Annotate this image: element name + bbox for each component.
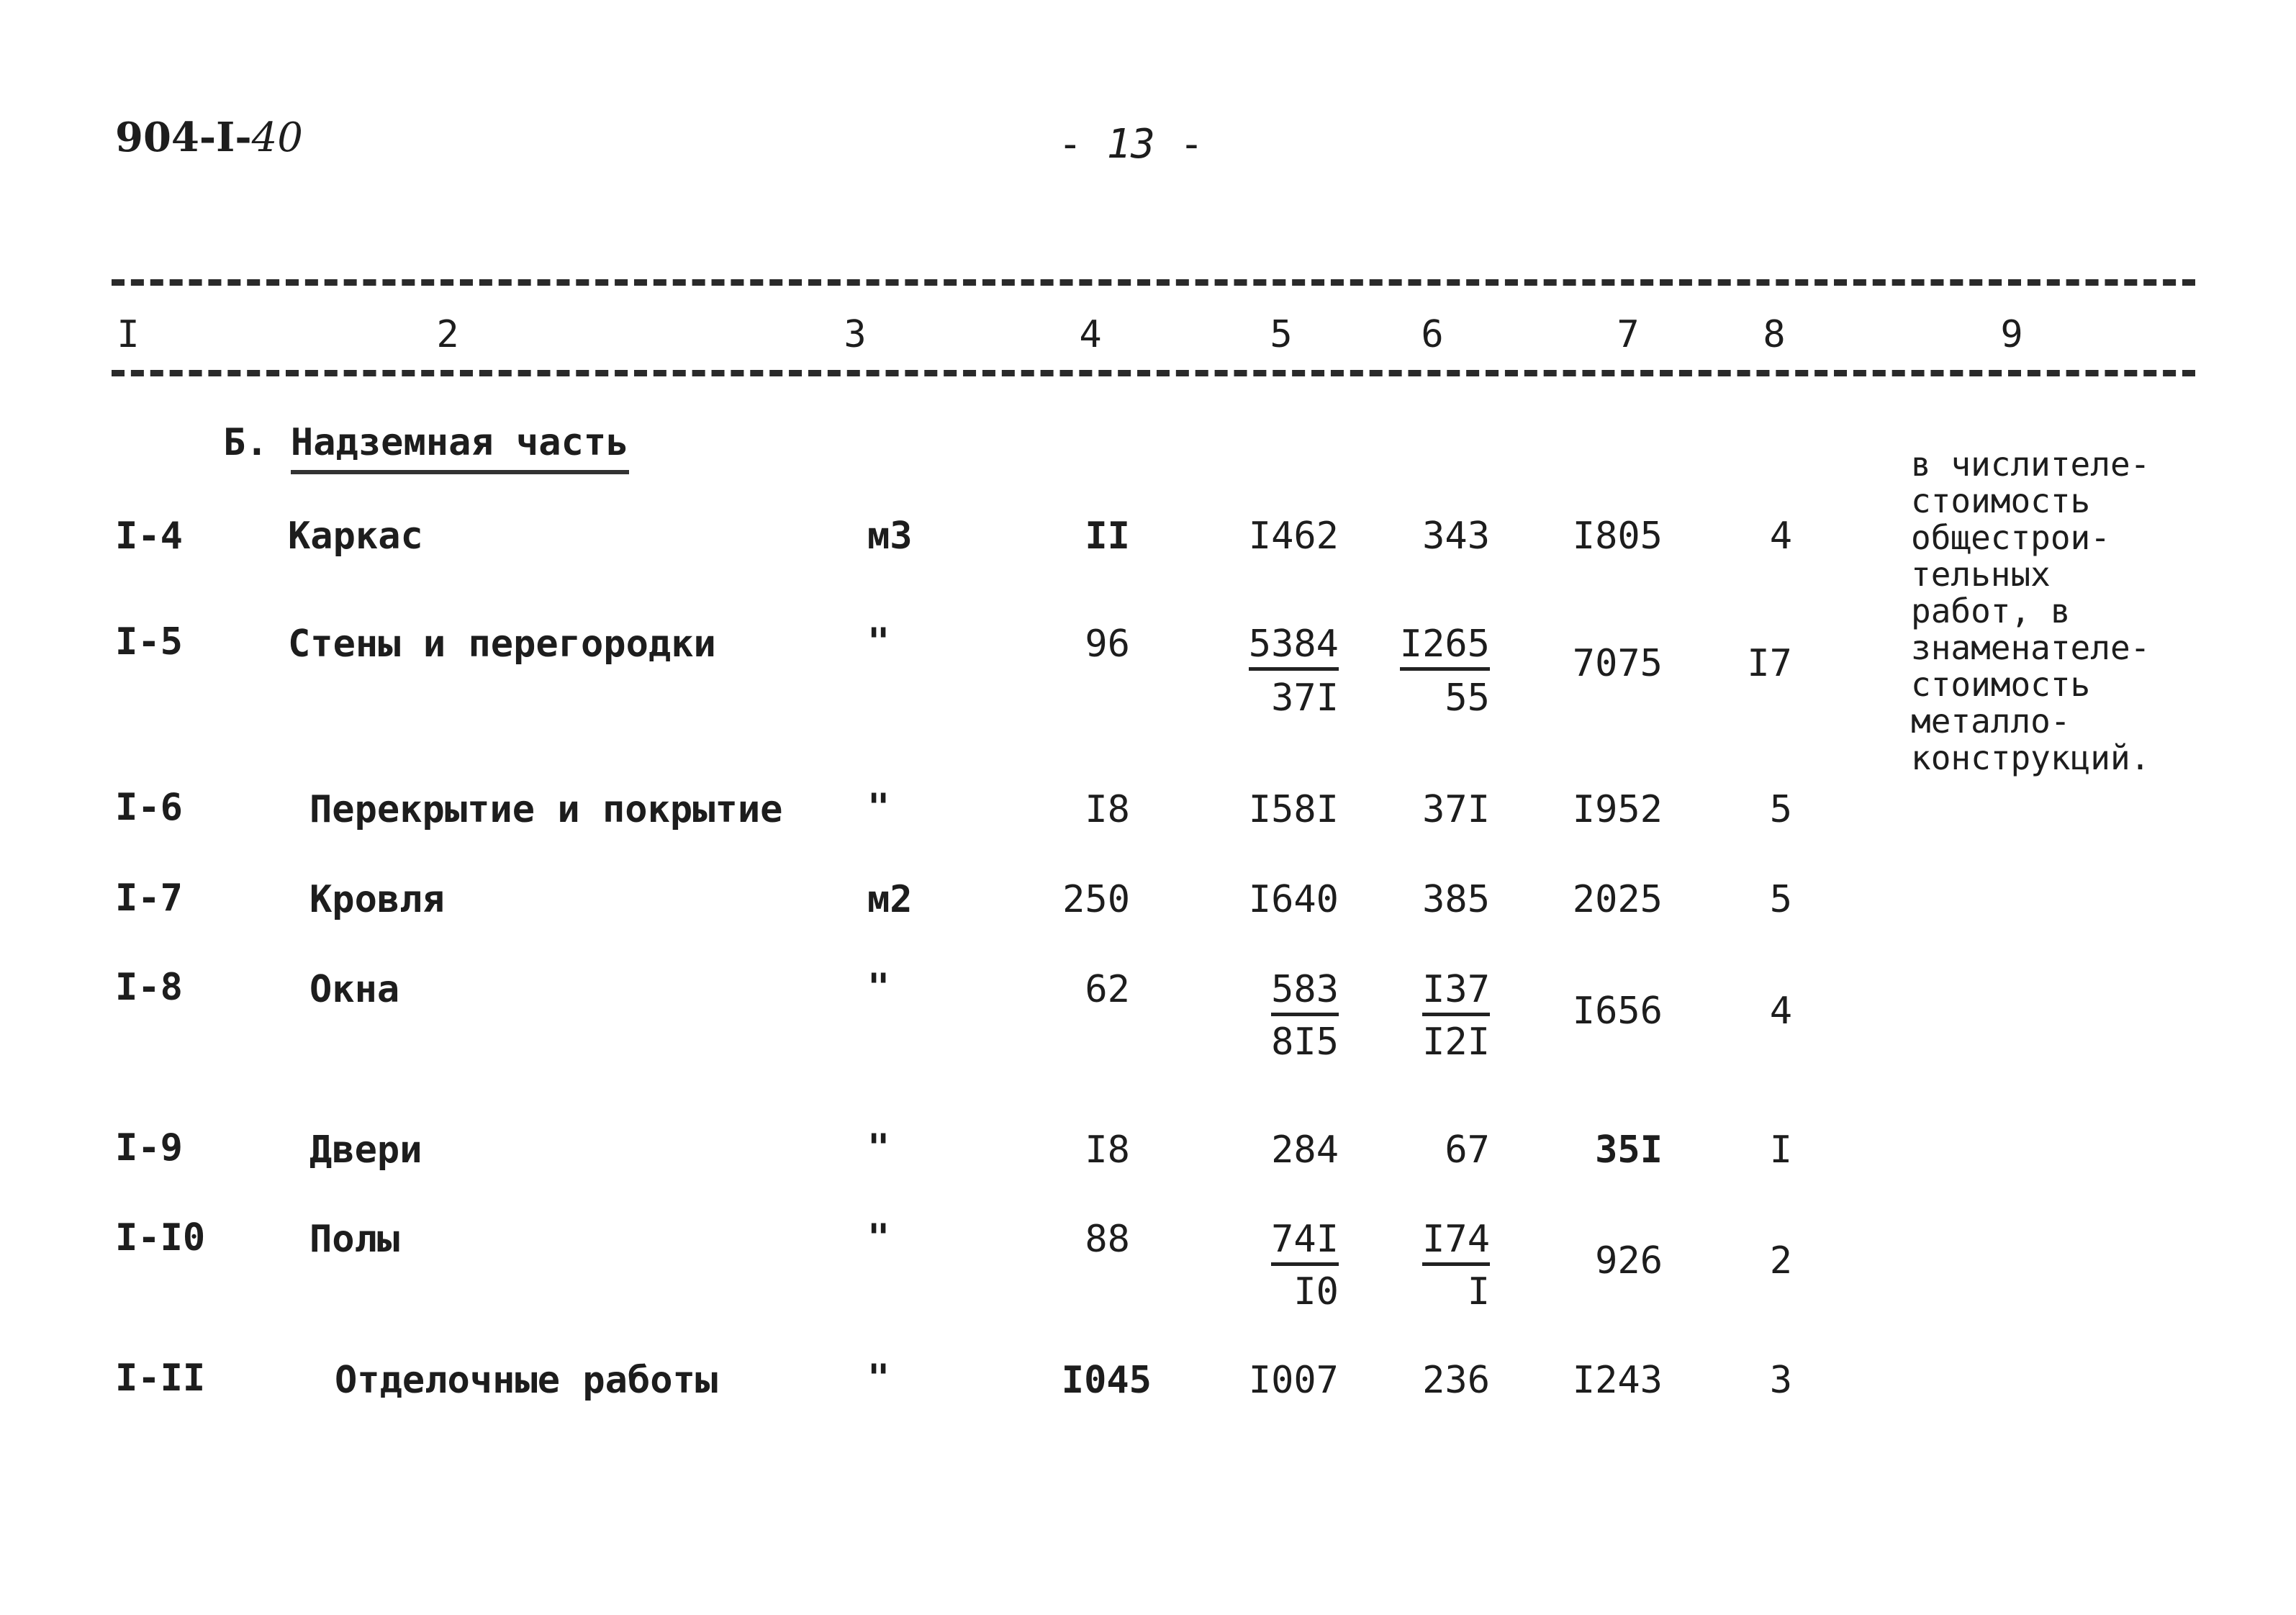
row-col7: I656 — [1572, 990, 1663, 1033]
row-col7: 35I — [1595, 1128, 1663, 1172]
row-quantity: 96 — [1085, 623, 1130, 666]
row-col8: 4 — [1769, 990, 1792, 1033]
row-col8: I7 — [1747, 642, 1792, 685]
row-unit: " — [867, 620, 890, 664]
row-col8: 5 — [1769, 788, 1792, 831]
column-number-6: 6 — [1421, 313, 1444, 356]
row-name: Отделочные работы — [335, 1359, 718, 1402]
row-code: I-7 — [115, 877, 183, 920]
page-number: - 13 - — [1058, 121, 1204, 168]
row-unit: " — [867, 966, 890, 1009]
row-quantity: I045 — [1061, 1359, 1152, 1402]
row-col5: I462 — [1248, 515, 1339, 558]
row-col7: I805 — [1572, 515, 1663, 558]
row-col6-denominator: 55 — [1445, 677, 1490, 720]
row-col6-denominator: I2I — [1422, 1021, 1490, 1064]
row-col8: 5 — [1769, 878, 1792, 921]
row-col8: I — [1769, 1128, 1792, 1172]
row-col8: 2 — [1769, 1239, 1792, 1282]
section-title: Б. Надземная часть — [223, 421, 629, 474]
row-unit: " — [867, 1126, 890, 1170]
row-col6-numerator: I37 — [1368, 968, 1490, 1011]
row-col6: 385 — [1422, 878, 1490, 921]
row-col6-numerator: I74 — [1368, 1218, 1490, 1261]
table-top-rule — [112, 279, 2195, 286]
column-number-4: 4 — [1079, 313, 1102, 356]
row-col7: 926 — [1595, 1239, 1663, 1282]
row-code: I-4 — [115, 515, 183, 558]
row-col5-numerator: 583 — [1209, 968, 1339, 1011]
row-name: Кровля — [309, 878, 445, 921]
row-quantity: 62 — [1085, 968, 1130, 1011]
row-code: I-5 — [115, 620, 183, 664]
document-code — [115, 114, 303, 161]
row-quantity: 88 — [1085, 1218, 1130, 1261]
row-unit: м2 — [867, 878, 913, 921]
row-col5-denominator: I0 — [1293, 1270, 1339, 1313]
row-col5: 284 — [1271, 1128, 1339, 1172]
row-col6: 343 — [1422, 515, 1490, 558]
section-title-text: Надземная часть — [291, 421, 629, 474]
row-col5-denominator: 8I5 — [1271, 1021, 1339, 1064]
document-code-handwritten: 40 — [251, 114, 303, 161]
row-unit: м3 — [867, 515, 913, 558]
row-col7: 2025 — [1572, 878, 1663, 921]
row-col5-numerator: 5384 — [1209, 623, 1339, 666]
row-quantity: 250 — [1062, 878, 1130, 921]
row-code: I-8 — [115, 966, 183, 1009]
row-name: Стены и перегородки — [288, 623, 716, 666]
column-9-note: в числителе- стоимость общестрои- тельных работ, в знаменателе- стоимость металло- конструкций. — [1911, 445, 2151, 777]
row-unit: " — [867, 1357, 890, 1400]
row-col8: 3 — [1769, 1359, 1792, 1402]
row-unit: " — [867, 1216, 890, 1259]
row-quantity: II — [1085, 515, 1130, 558]
row-col5: I58I — [1248, 788, 1339, 831]
row-code: I-6 — [115, 786, 183, 829]
row-code: I-9 — [115, 1126, 183, 1170]
row-col6-denominator: I — [1467, 1270, 1490, 1313]
row-col5-denominator: 37I — [1271, 677, 1339, 720]
row-col6: 37I — [1422, 788, 1490, 831]
row-col7: I243 — [1572, 1359, 1663, 1402]
row-col7: 7075 — [1572, 642, 1663, 685]
table-header-rule — [112, 370, 2195, 376]
document-code-typed: 904-I- — [115, 114, 252, 161]
column-number-7: 7 — [1617, 313, 1640, 356]
row-quantity: I8 — [1085, 1128, 1130, 1172]
row-col5: I640 — [1248, 878, 1339, 921]
column-number-3: 3 — [844, 313, 867, 356]
row-col5-numerator: 74I — [1209, 1218, 1339, 1261]
row-unit: " — [867, 786, 890, 829]
column-number-5: 5 — [1270, 313, 1293, 356]
row-name: Перекрытие и покрытие — [309, 788, 783, 831]
column-number-1: I — [117, 313, 140, 356]
row-name: Двери — [309, 1128, 422, 1172]
column-number-9: 9 — [2000, 313, 2023, 356]
row-col5: I007 — [1248, 1359, 1339, 1402]
row-name: Окна — [309, 968, 400, 1011]
row-name: Каркас — [288, 515, 423, 558]
page-number-value: 13 — [1106, 121, 1155, 168]
row-code: I-II — [115, 1357, 206, 1400]
row-col7: I952 — [1572, 788, 1663, 831]
row-col6: 236 — [1422, 1359, 1490, 1402]
row-col6-numerator: I265 — [1368, 623, 1490, 666]
row-name: Полы — [309, 1218, 400, 1261]
row-col8: 4 — [1769, 515, 1792, 558]
row-quantity: I8 — [1085, 788, 1130, 831]
row-code: I-I0 — [115, 1216, 206, 1259]
row-col6: 67 — [1445, 1128, 1490, 1172]
column-number-2: 2 — [436, 313, 459, 356]
column-number-8: 8 — [1763, 313, 1786, 356]
